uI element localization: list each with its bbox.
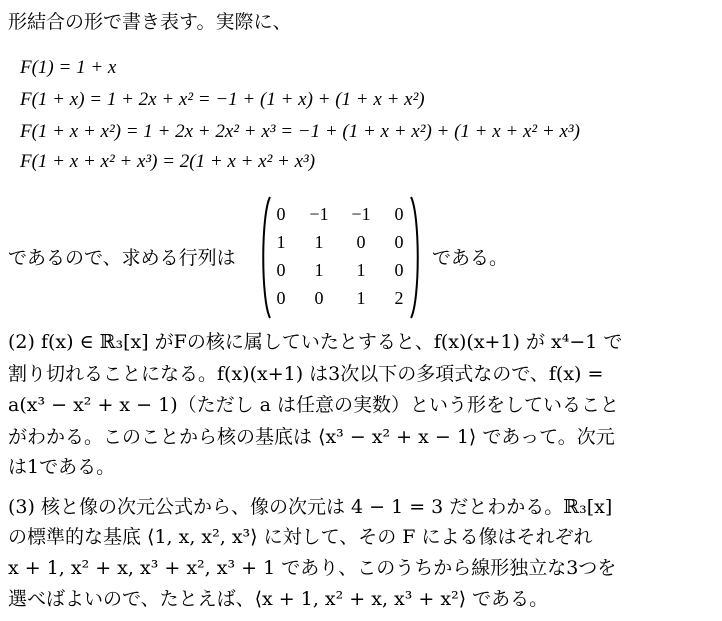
matrix-cell: 1 <box>314 232 324 252</box>
matrix-cell: 0 <box>276 288 286 308</box>
part3-line-3: x + 1, x² + x, x³ + x², x³ + 1 であり、このうちから線形独立な3つを <box>8 557 617 579</box>
matrix-cell: 1 <box>356 288 366 308</box>
part2-line-4: がわかる。このことから核の基底は ⟨x³ − x² + x − 1⟩ であって。次元 <box>8 426 615 448</box>
matrix-cell: 0 <box>394 232 404 252</box>
matrix-cell: 1 <box>276 232 286 252</box>
part3-line-4: 選べばよいので、たとえば、⟨x + 1, x² + x, x³ + x²⟩ である。 <box>8 588 549 610</box>
matrix-cell: −1 <box>351 204 371 224</box>
transformation-matrix <box>258 195 423 320</box>
matrix-cell: 0 <box>314 288 324 308</box>
matrix-cell: −1 <box>309 204 329 224</box>
matrix-cell: 0 <box>394 204 404 224</box>
matrix-cell: 1 <box>314 260 324 280</box>
matrix-cell: 0 <box>356 232 366 252</box>
part2-line-1: (2) f(x) ∈ ℝ₃[x] がFの核に属していたとすると、f(x)(x+1) が x⁴−1 で <box>8 331 623 353</box>
part2-line-3: a(x³ − x² + x − 1)（ただし a は任意の実数）という形をしていること <box>8 394 620 416</box>
matrix-cell: 2 <box>394 288 404 308</box>
equation-4: F(1 + x + x² + x³) = 2(1 + x + x² + x³) <box>20 151 316 172</box>
matrix-cell: 0 <box>394 260 404 280</box>
matrix-cell: 0 <box>276 204 286 224</box>
equation-2: F(1 + x) = 1 + 2x + x² = −1 + (1 + x) + (1 + x + x²) <box>20 89 425 110</box>
equation-1: F(1) = 1 + x <box>20 57 117 78</box>
part2-line-2: 割り切れることになる。f(x)(x+1) は3次以下の多項式なので、f(x) = <box>8 363 604 385</box>
intro-text: 形結合の形で書き表す。実際に、 <box>8 11 292 33</box>
part3-line-1: (3) 核と像の次元公式から、像の次元は 4 − 1 = 3 だとわかる。ℝ₃[x] <box>8 496 613 518</box>
matrix-cell: 1 <box>356 260 366 280</box>
part2-line-5: は1である。 <box>8 456 116 478</box>
matrix-lead-text: であるので、求める行列は <box>8 247 236 269</box>
equation-3: F(1 + x + x²) = 1 + 2x + 2x² + x³ = −1 + (1 + x + x²) + (1 + x + x² + x³) <box>20 121 580 142</box>
matrix-tail-text: である。 <box>432 247 509 269</box>
matrix-cell: 0 <box>276 260 286 280</box>
part3-line-2: の標準的な基底 ⟨1, x, x², x³⟩ に対して、その F による像はそれぞれ <box>8 526 593 548</box>
